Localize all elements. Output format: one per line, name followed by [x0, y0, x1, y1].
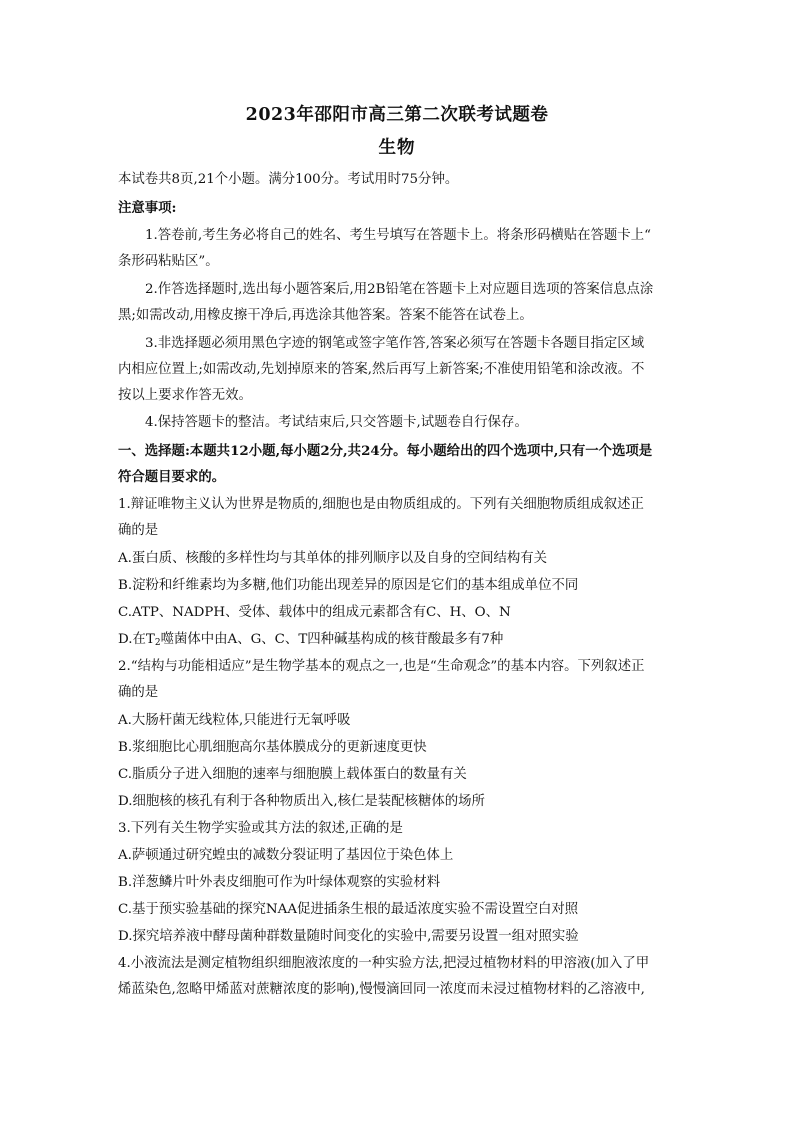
q1-option-d-prefix: D.在T — [118, 632, 155, 647]
notice-2-line-1: 2.作答选择题时,选出每小题答案后,用2B铅笔在答题卡上对应题目选项的答案信息点涂 — [145, 282, 654, 297]
q4-stem-line-2: 烯蓝染色,忽略甲烯蓝对蔗糖浓度的影响),慢慢滴回同一浓度而未浸过植物材料的乙溶液中, — [118, 982, 645, 997]
q3-stem: 3.下列有关生物学实验或其方法的叙述,正确的是 — [118, 821, 403, 836]
q2-option-c: C.脂质分子进入细胞的速率与细胞膜上载体蛋白的数量有关 — [118, 767, 467, 782]
q2-option-d: D.细胞核的核孔有利于各种物质出入,核仁是装配核糖体的场所 — [118, 794, 485, 809]
notice-1-line-2: 条形码粘贴区”。 — [118, 254, 219, 269]
exam-intro: 本试卷共8页,21个小题。满分100分。考试用时75分钟。 — [118, 172, 459, 187]
notice-4-line-1: 4.保持答题卡的整洁。考试结束后,只交答题卡,试题卷自行保存。 — [145, 415, 528, 430]
q2-stem-line-2: 确的是 — [118, 685, 159, 700]
q2-option-b: B.浆细胞比心肌细胞高尔基体膜成分的更新速度更快 — [118, 740, 427, 755]
q1-option-d-text: 噬菌体中由A、G、C、T四种碱基构成的核苷酸最多有7种 — [160, 632, 504, 647]
exam-subject: 生物 — [378, 138, 416, 158]
q2-option-a: A.大肠杆菌无线粒体,只能进行无氧呼吸 — [118, 713, 351, 728]
q1-option-b: B.淀粉和纤维素均为多糖,他们功能出现差异的原因是它们的基本组成单位不同 — [118, 578, 579, 593]
q1-option-d-subscript: 2 — [154, 638, 161, 648]
notice-2-line-2: 黑;如需改动,用橡皮擦干净后,再选涂其他答案。答案不能答在试卷上。 — [118, 308, 533, 323]
q3-option-d: D.探究培养液中酵母菌种群数量随时间变化的实验中,需要另设置一组对照实验 — [118, 929, 579, 944]
q4-stem-line-1: 4.小液流法是测定植物组织细胞液浓度的一种实验方法,把浸过植物材料的甲溶液(加入了甲 — [118, 956, 650, 971]
section-heading-line-1: 一、选择题:本题共12小题,每小题2分,共24分。每小题给出的四个选项中,只有一个选项是 — [118, 443, 653, 459]
q1-option-c: C.ATP、NADPH、受体、载体中的组成元素都含有C、H、O、N — [118, 605, 511, 620]
q3-option-a: A.萨顿通过研究蝗虫的减数分裂证明了基因位于染色体上 — [118, 848, 454, 863]
q3-option-c: C.基于预实验基础的探究NAA促进插条生根的最适浓度实验不需设置空白对照 — [118, 902, 579, 917]
notice-heading: 注意事项: — [118, 200, 177, 216]
exam-title: 2023年邵阳市高三第二次联考试题卷 — [245, 105, 549, 125]
q1-option-a: A.蛋白质、核酸的多样性均与其单体的排列顺序以及自身的空间结构有关 — [118, 551, 548, 566]
q3-option-b: B.洋葱鳞片叶外表皮细胞可作为叶绿体观察的实验材料 — [118, 875, 441, 890]
q1-stem-line-2: 确的是 — [118, 523, 159, 538]
section-heading-line-2: 符合题目要求的。 — [118, 469, 226, 485]
q1-stem-line-1: 1.辩证唯物主义认为世界是物质的,细胞也是由物质组成的。下列有关细胞物质组成叙述正 — [118, 497, 644, 512]
notice-3-line-3: 按以上要求作答无效。 — [118, 388, 252, 403]
q2-stem-line-1: 2.“结构与功能相适应”是生物学基本的观点之一,也是“生命观念”的基本内容。下列叙述正 — [118, 659, 645, 674]
q1-option-d — [118, 631, 682, 652]
notice-1-line-1: 1.答卷前,考生务必将自己的姓名、考生号填写在答题卡上。将条形码横贴在答题卡上“ — [145, 228, 651, 243]
notice-3-line-1: 3.非选择题必须用黑色字迹的钢笔或签字笔作答,答案必须写在答题卡各题目指定区域 — [145, 336, 645, 351]
notice-3-line-2: 内相应位置上;如需改动,先划掉原来的答案,然后再写上新答案;不准使用铅笔和涂改液。不 — [118, 362, 645, 377]
